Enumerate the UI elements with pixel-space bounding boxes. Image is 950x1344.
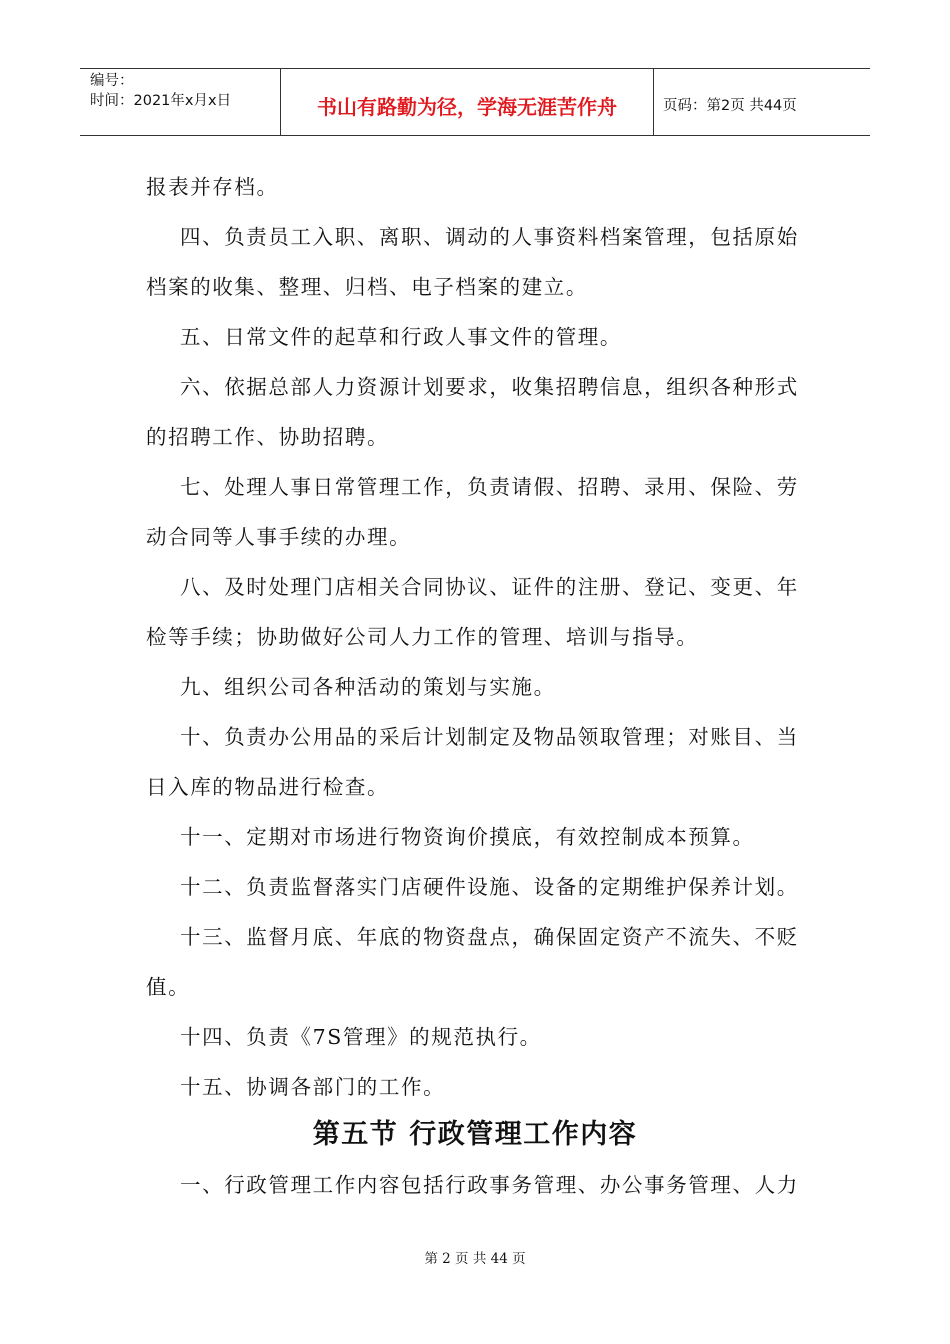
body-line: 的招聘工作、协助招聘。 (146, 425, 390, 449)
body-line: 十五、协调各部门的工作。 (180, 1075, 446, 1099)
page-header (80, 68, 870, 136)
body-line: 八、及时处理门店相关合同协议、证件的注册、登记、变更、年 (180, 575, 799, 599)
header-page-info: 页码：第2页 共44页 (663, 97, 797, 114)
page-footer: 第 2 页 共 44 页 (424, 1251, 526, 1267)
body-line: 十三、监督月底、年底的物资盘点，确保固定资产不流失、不贬 (180, 925, 799, 949)
body-line: 九、组织公司各种活动的策划与实施。 (180, 675, 556, 699)
body-line: 七、处理人事日常管理工作，负责请假、招聘、录用、保险、劳 (180, 475, 799, 499)
body-line: 十四、负责《7S管理》的规范执行。 (180, 1025, 542, 1049)
body-line: 动合同等人事手续的办理。 (146, 525, 412, 549)
body-line: 十二、负责监督落实门店硬件设施、设备的定期维护保养计划。 (180, 875, 799, 899)
body-line: 报表并存档。 (146, 175, 279, 199)
body-line: 十一、定期对市场进行物资询价摸底，有效控制成本预算。 (180, 825, 755, 849)
header-motto: 书山有路勤为径，学海无涯苦作舟 (281, 69, 654, 135)
body-line: 六、依据总部人力资源计划要求，收集招聘信息，组织各种形式 (180, 375, 799, 399)
body-line: 值。 (146, 975, 191, 999)
body-line: 检等手续；协助做好公司人力工作的管理、培训与指导。 (146, 625, 699, 649)
document-time-label: 时间：2021年x月x日 (90, 93, 232, 109)
body-line: 一、行政管理工作内容包括行政事务管理、办公事务管理、人力 (180, 1173, 799, 1197)
body-line: 五、日常文件的起草和行政人事文件的管理。 (180, 325, 622, 349)
body-line: 档案的收集、整理、归档、电子档案的建立。 (146, 275, 588, 299)
document-number-label: 编号： (90, 73, 134, 89)
body-line: 十、负责办公用品的采后计划制定及物品领取管理；对账目、当 (180, 725, 799, 749)
body-line: 四、负责员工入职、离职、调动的人事资料档案管理，包括原始 (180, 225, 799, 249)
header-meta (80, 69, 281, 135)
body-line: 日入库的物品进行检查。 (146, 775, 390, 799)
section-title: 第五节 行政管理工作内容 (312, 1119, 638, 1150)
